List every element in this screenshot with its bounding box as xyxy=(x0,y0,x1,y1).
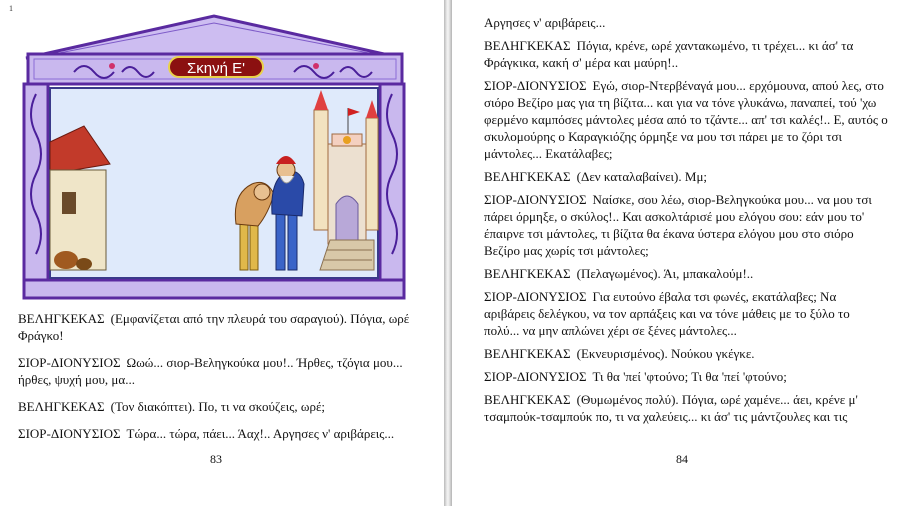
dialogue-paragraph xyxy=(484,288,888,339)
speaker-name: ΣΙΟΡ-ΔΙΟΝΥΣΙΟΣ xyxy=(18,355,121,370)
speaker-name: ΒΕΛΗΓΚΕΚΑΣ xyxy=(18,311,105,326)
left-page xyxy=(0,0,444,506)
dialogue-paragraph xyxy=(484,77,888,162)
dialogue-text: Εγώ, σιορ-Ντερβέναγά μου... ερχόμουνα, απού λες, στο σιόρο Βεζίρο μας για τη βίζιτα... και για να τόνε γλυκάνω, παναπεί, τού 'χω φερμένο καμπόσες μάντολες μέσα από το τζάντε... απ' τσι καλές!.. Ε, αυτός ο σκυλομούρης ο Καραγκιόζης όρμηξε να μου τσι πάρει με το ζόρι τσι μάντολες... Εκατάλαβες; xyxy=(484,78,888,161)
speaker-name: ΣΙΟΡ-ΔΙΟΝΥΣΙΟΣ xyxy=(484,289,587,304)
scene-title-badge: Σκηνή Ε' xyxy=(168,56,264,78)
book-gutter xyxy=(444,0,452,506)
dialogue-paragraph xyxy=(484,265,888,282)
speaker-name: ΣΙΟΡ-ΔΙΟΝΥΣΙΟΣ xyxy=(484,192,587,207)
dialogue-text: Τώρα... τώρα, πάει... Άαχ!.. Αργησες ν' αριβάρεις... xyxy=(126,426,395,441)
dialogue-paragraph xyxy=(18,354,418,388)
dialogue-text: Τι θα 'πεί 'φτούνο; Τι θα 'πεί 'φτούνο; xyxy=(592,369,787,384)
dialogue-paragraph xyxy=(18,425,418,442)
speaker-name: ΒΕΛΗΓΚΕΚΑΣ xyxy=(484,169,571,184)
speaker-name: ΒΕΛΗΓΚΕΚΑΣ xyxy=(18,399,105,414)
page-number-right: 84 xyxy=(676,452,688,466)
speaker-name: ΣΙΟΡ-ΔΙΟΝΥΣΙΟΣ xyxy=(18,426,121,441)
dialogue-paragraph xyxy=(484,14,888,31)
dialogue-paragraph xyxy=(484,368,888,385)
dialogue-text: (Πελαγωμένος). Άι, μπακαλούμ!.. xyxy=(576,266,754,281)
left-dialogue xyxy=(18,310,418,442)
dialogue-text: Ωωώ... σιορ-Βεληγκούκα μου!.. Ήρθες, τζόγια μου... ήρθες, ψυχή μου, μα... xyxy=(18,355,403,387)
dialogue-text: Πόγια, κρένε, ωρέ χαντακωμένο, τι τρέχει... κι άσ' τα Φράγκικα, κακή σ' μέρα και μαύρη!.. xyxy=(484,38,854,70)
dialogue-text: (Εκνευρισμένος). Νούκου γκέγκε. xyxy=(576,346,755,361)
stage-base xyxy=(24,280,404,298)
dialogue-text: Για ευτούνο έβαλα τσι φωνές, εκατάλαβες; Να αριβάρεις δελέγκου, να τον αρπάξεις και να τόνε μάθεις με το ξύλο το πολύ... να μην απλώνει χέρι σε ξένες μάντολες... xyxy=(484,289,850,338)
dialogue-paragraph xyxy=(18,310,418,344)
speaker-name: ΒΕΛΗΓΚΕΚΑΣ xyxy=(484,346,571,361)
speaker-name: ΒΕΛΗΓΚΕΚΑΣ xyxy=(484,38,571,53)
dialogue-text: Ναίσκε, σου λέω, σιορ-Βεληγκούκα μου... να μου τσι πάρει όρμηξε, ο σκύλος!.. Και ασκολτάρισέ μου ελόγου σου: εάν μου το' έπαιρνε τσι μάντολες, τι βίζιτα θα έκανα ύστερα ελόγου μου στο σιόρο Βεζίρο μας χωρίς τσι μάντολες; xyxy=(484,192,872,258)
dialogue-text: (Δεν καταλαβαίνει). Μμ; xyxy=(576,169,708,184)
dialogue-text: (Εμφανίζεται από την πλευρά του σαραγιού). Πόγια, ωρέ Φράγκο! xyxy=(18,311,410,343)
dialogue-paragraph xyxy=(484,191,888,259)
dialogue-text: (Θυμωμένος πολύ). Πόγια, ωρέ χαμένε... άει, κρένε μ' τσαμπούκ-τσαμπούκ πο, τι να χαλεύεις... κι άσ' τις μάντζουλες και τις xyxy=(484,392,858,424)
corner-mark: 1 xyxy=(9,4,13,13)
pediment xyxy=(26,16,402,58)
right-dialogue xyxy=(484,14,888,425)
dialogue-text: Αργησες ν' αριβάρεις... xyxy=(484,15,606,30)
dialogue-paragraph xyxy=(484,391,888,425)
speaker-name: ΒΕΛΗΓΚΕΚΑΣ xyxy=(484,392,571,407)
dialogue-paragraph xyxy=(484,345,888,362)
dialogue-paragraph xyxy=(18,398,418,415)
dialogue-paragraph xyxy=(484,168,888,185)
page-number-left: 83 xyxy=(210,452,222,466)
right-page xyxy=(452,0,901,506)
speaker-name: ΣΙΟΡ-ΔΙΟΝΥΣΙΟΣ xyxy=(484,369,587,384)
speaker-name: ΣΙΟΡ-ΔΙΟΝΥΣΙΟΣ xyxy=(484,78,587,93)
dialogue-text: (Τον διακόπτει). Πο, τι να σκούζεις, ωρέ; xyxy=(110,399,326,414)
speaker-name: ΒΕΛΗΓΚΕΚΑΣ xyxy=(484,266,571,281)
dialogue-paragraph xyxy=(484,37,888,71)
